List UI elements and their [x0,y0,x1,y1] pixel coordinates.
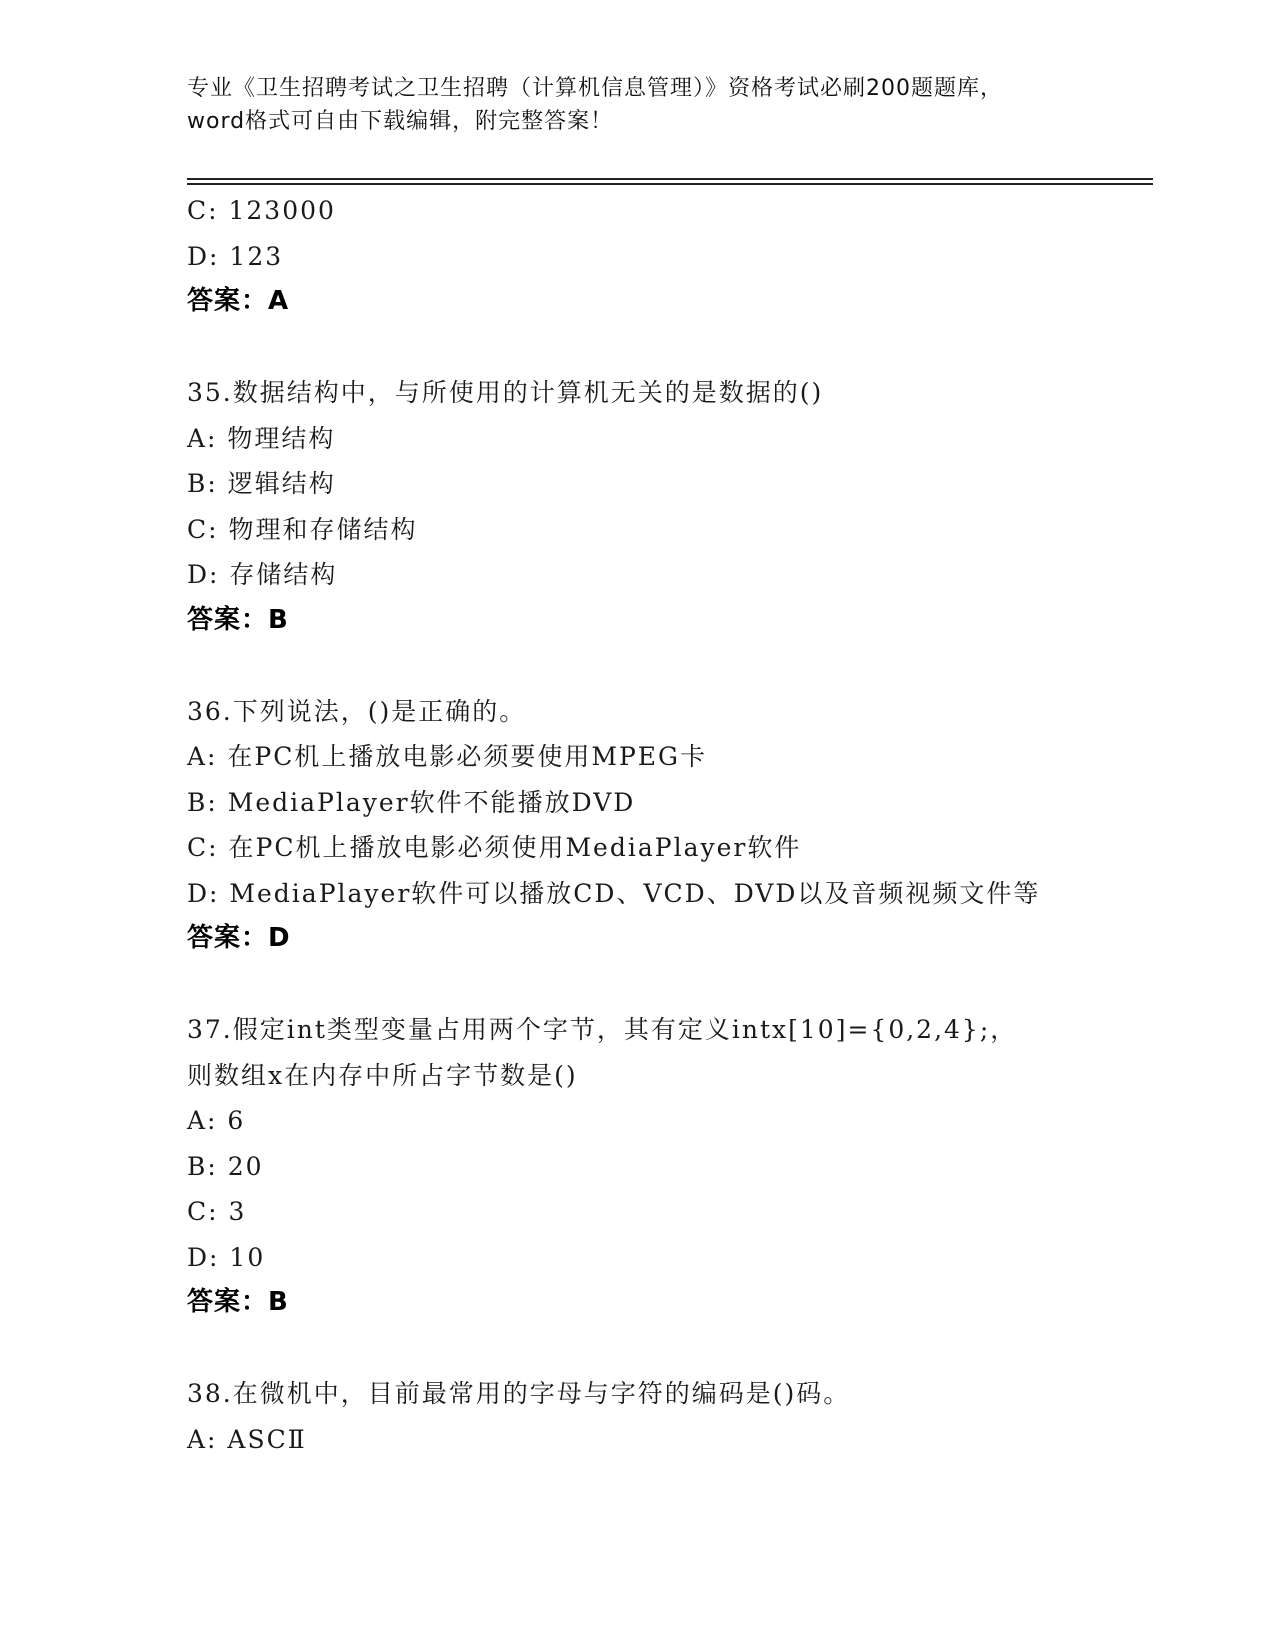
question-37-option-c: C: 3 [187,1197,247,1226]
question-36-option-d: D: MediaPlayer软件可以播放CD、VCD、DVD以及音频视频文件等 [187,878,1041,908]
header-title-line-2: word格式可自由下载编辑，附完整答案！ [187,109,614,134]
question-36-option-c: C: 在PC机上播放电影必须使用MediaPlayer软件 [187,833,802,862]
answer-line: 答案：A [187,286,290,316]
question-36-stem: 36.下列说法，()是正确的。 [187,696,527,726]
spacer [187,325,1153,371]
document-header [187,72,1087,138]
header-title-line-1: 专业《卫生招聘考试之卫生招聘（计算机信息管理）》资格考试必刷200题题库， [187,76,1003,101]
question-35-option-c: C: 物理和存储结构 [187,514,418,544]
question-37-option-a: A: 6 [187,1106,246,1135]
question-37-option-d: D: 10 [187,1242,266,1272]
option-c: C: 123000 [187,196,336,225]
question-list [187,188,1153,1462]
question-38-option-a: A: ASCⅡ [187,1424,307,1454]
spacer [187,1326,1153,1372]
question-37-answer: 答案：B [187,1287,289,1317]
question-37-stem-line-1: 37.假定int类型变量占用两个字节，其有定义intx[10]={0,2,4};， [187,1015,1018,1044]
question-35-option-d: D: 存储结构 [187,560,338,589]
header-divider-bottom [187,183,1153,185]
question-35-stem: 35.数据结构中，与所使用的计算机无关的是数据的() [187,378,824,407]
question-37-stem-line-2: 则数组x在内存中所占字节数是() [187,1060,578,1090]
option-d: D: 123 [187,241,284,271]
question-35-option-a: A: 物理结构 [187,423,336,453]
question-38-stem: 38.在微机中，目前最常用的字母与字符的编码是()码。 [187,1379,851,1408]
spacer [187,962,1153,1008]
spacer [187,643,1153,689]
question-36-option-b: B: MediaPlayer软件不能播放DVD [187,787,636,817]
question-35-answer: 答案：B [187,604,289,635]
question-36-answer: 答案：D [187,923,291,953]
header-divider-top [187,178,1153,180]
question-37-option-b: B: 20 [187,1151,264,1181]
question-35-option-b: B: 逻辑结构 [187,469,336,498]
question-36-option-a: A: 在PC机上播放电影必须要使用MPEG卡 [187,742,708,771]
